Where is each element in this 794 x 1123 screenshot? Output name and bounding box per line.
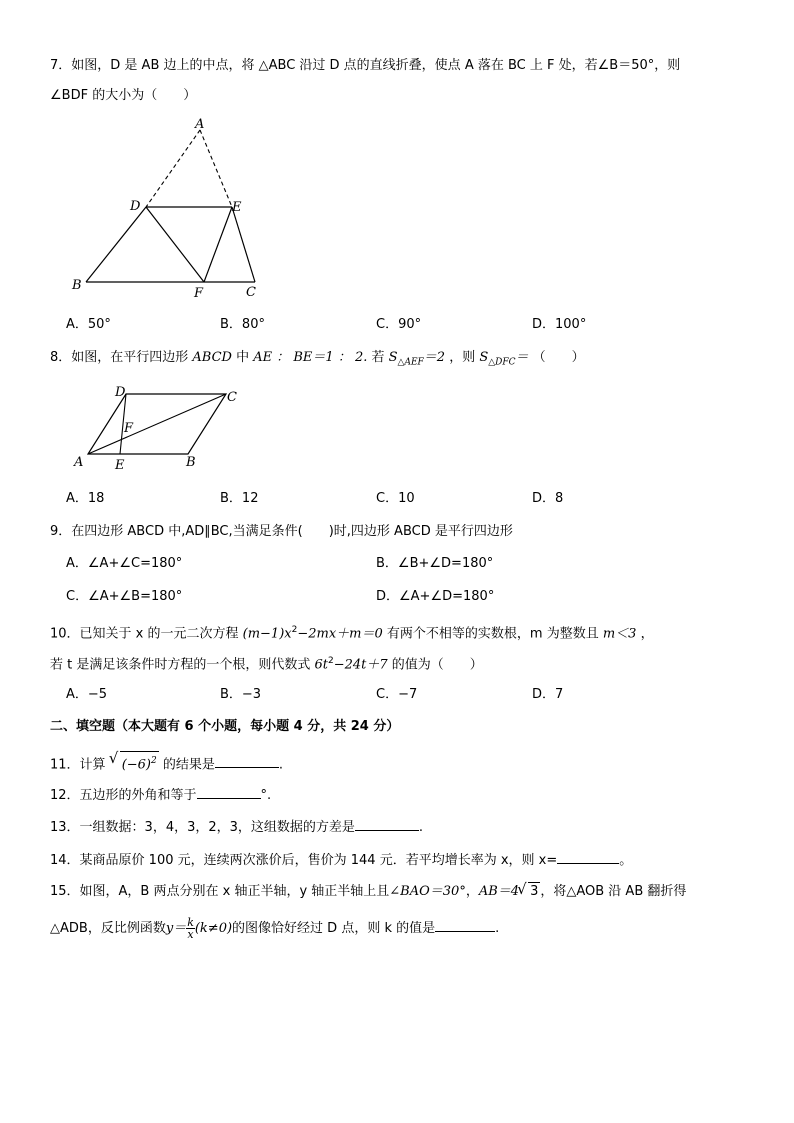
q10-stem-line2: 若 t 是满足该条件时方程的一个根，则代数式 $6t^2-24t+7$ 的值为（ ）: [50, 656, 483, 673]
q8-label-c: C: [227, 390, 237, 405]
q7-option-a: A．50°: [66, 317, 111, 332]
q10-stem-line1: 10．已知关于 x 的一元二次方程 $(m-1)x^2-2mx+m=0$ 有两个不相等的实数根，m 为整数且 m＜3 ，: [50, 625, 654, 642]
q7-option-b: B．80°: [220, 317, 265, 332]
q10-option-b: B．−3: [220, 687, 262, 702]
q9-option-a: A．∠A+∠C=180°: [66, 556, 183, 571]
q8-label-b: B: [186, 455, 196, 470]
q8-stem: 8．如图，在平行四边形 ABCD 中 AE ： BE＝1 ： 2. 若 $S_{\triangle AEF}=2$ ，则 $S_{\triangle DFC}=$ （ ）: [50, 350, 585, 368]
q15-stem-line2: △ADB，反比例函数y＝ $\frac{k}{x}$ (k≠0)的图像恰好经过 D 点，则 k 的值是 .: [50, 916, 500, 941]
q9-option-c: C．∠A+∠B=180°: [66, 589, 183, 604]
q7-option-d: D．100°: [532, 317, 587, 332]
q8-option-a: A．18: [66, 491, 105, 506]
q7-dashed-ad: [146, 130, 200, 207]
q7-seg-df: [146, 207, 204, 282]
q7-label-e: E: [232, 200, 242, 215]
q7-figure: [60, 115, 280, 305]
q14-answer-blank[interactable]: [557, 849, 619, 864]
q7-label-c: C: [246, 285, 256, 300]
q8-option-c: C．10: [376, 491, 415, 506]
q7-option-c: C．90°: [376, 317, 422, 332]
q10-option-c: C．−7: [376, 687, 418, 702]
q8-option-b: B．12: [220, 491, 259, 506]
q13-answer-blank[interactable]: [355, 816, 419, 831]
q7-label-a: A: [195, 117, 205, 132]
q7-label-f: F: [194, 286, 204, 301]
q12-answer-blank[interactable]: [197, 784, 261, 799]
q10-option-a: A．−5: [66, 687, 108, 702]
q10-option-d: D．7: [532, 687, 564, 702]
section-2-heading: 二、填空题（本大题有 6 个小题，每小题 4 分，共 24 分）: [50, 719, 400, 734]
q11-answer-blank[interactable]: [215, 753, 279, 768]
q7-stem-line2: ∠BDF 的大小为（ ）: [50, 88, 197, 103]
q15-stem-line1: 15．如图，A，B 两点分别在 x 轴正半轴，y 轴正半轴上且∠BAO＝30°，AB＝4√ 3 ，将△AOB 沿 AB 翻折得: [50, 882, 686, 901]
q7-dashed-ae: [200, 130, 232, 207]
q15-fraction: $\frac{k}{x}$: [187, 916, 194, 941]
q8-label-d: D: [115, 385, 126, 400]
q11-stem: 11．计算 √ $(-6)^2$ 的结果是 .: [50, 751, 283, 774]
q8-diagonal-ac: [88, 394, 226, 454]
q8-label-a: A: [74, 455, 84, 470]
q12-stem: 12．五边形的外角和等于 °.: [50, 784, 271, 805]
q9-option-d: D．∠A+∠D=180°: [376, 589, 495, 604]
q7-label-b: B: [72, 278, 82, 293]
q8-option-d: D．8: [532, 491, 564, 506]
q15-answer-blank[interactable]: [435, 917, 495, 932]
q14-stem: 14．某商品原价 100 元，连续两次涨价后，售价为 144 元．若平均增长率为 x，则 x= 。: [50, 849, 632, 870]
q7-side-ec: [232, 207, 255, 282]
q8-label-e: E: [115, 458, 125, 473]
q8-figure: [70, 382, 250, 474]
q8-label-f: F: [124, 421, 134, 436]
q7-label-d: D: [130, 199, 141, 214]
q7-stem-line1: 7．如图，D 是 AB 边上的中点，将 △ABC 沿过 D 点的直线折叠，使点 A 落在 BC 上 F 处，若∠B＝50°，则: [50, 58, 681, 73]
q9-option-b: B．∠B+∠D=180°: [376, 556, 494, 571]
q9-stem: 9．在四边形 ABCD 中,AD∥BC,当满足条件( )时,四边形 ABCD 是平行四边形: [50, 524, 513, 539]
q7-side-bd: [86, 207, 146, 282]
q7-seg-ef: [204, 207, 232, 282]
q13-stem: 13．一组数据：3，4，3，2，3，这组数据的方差是 .: [50, 816, 423, 837]
